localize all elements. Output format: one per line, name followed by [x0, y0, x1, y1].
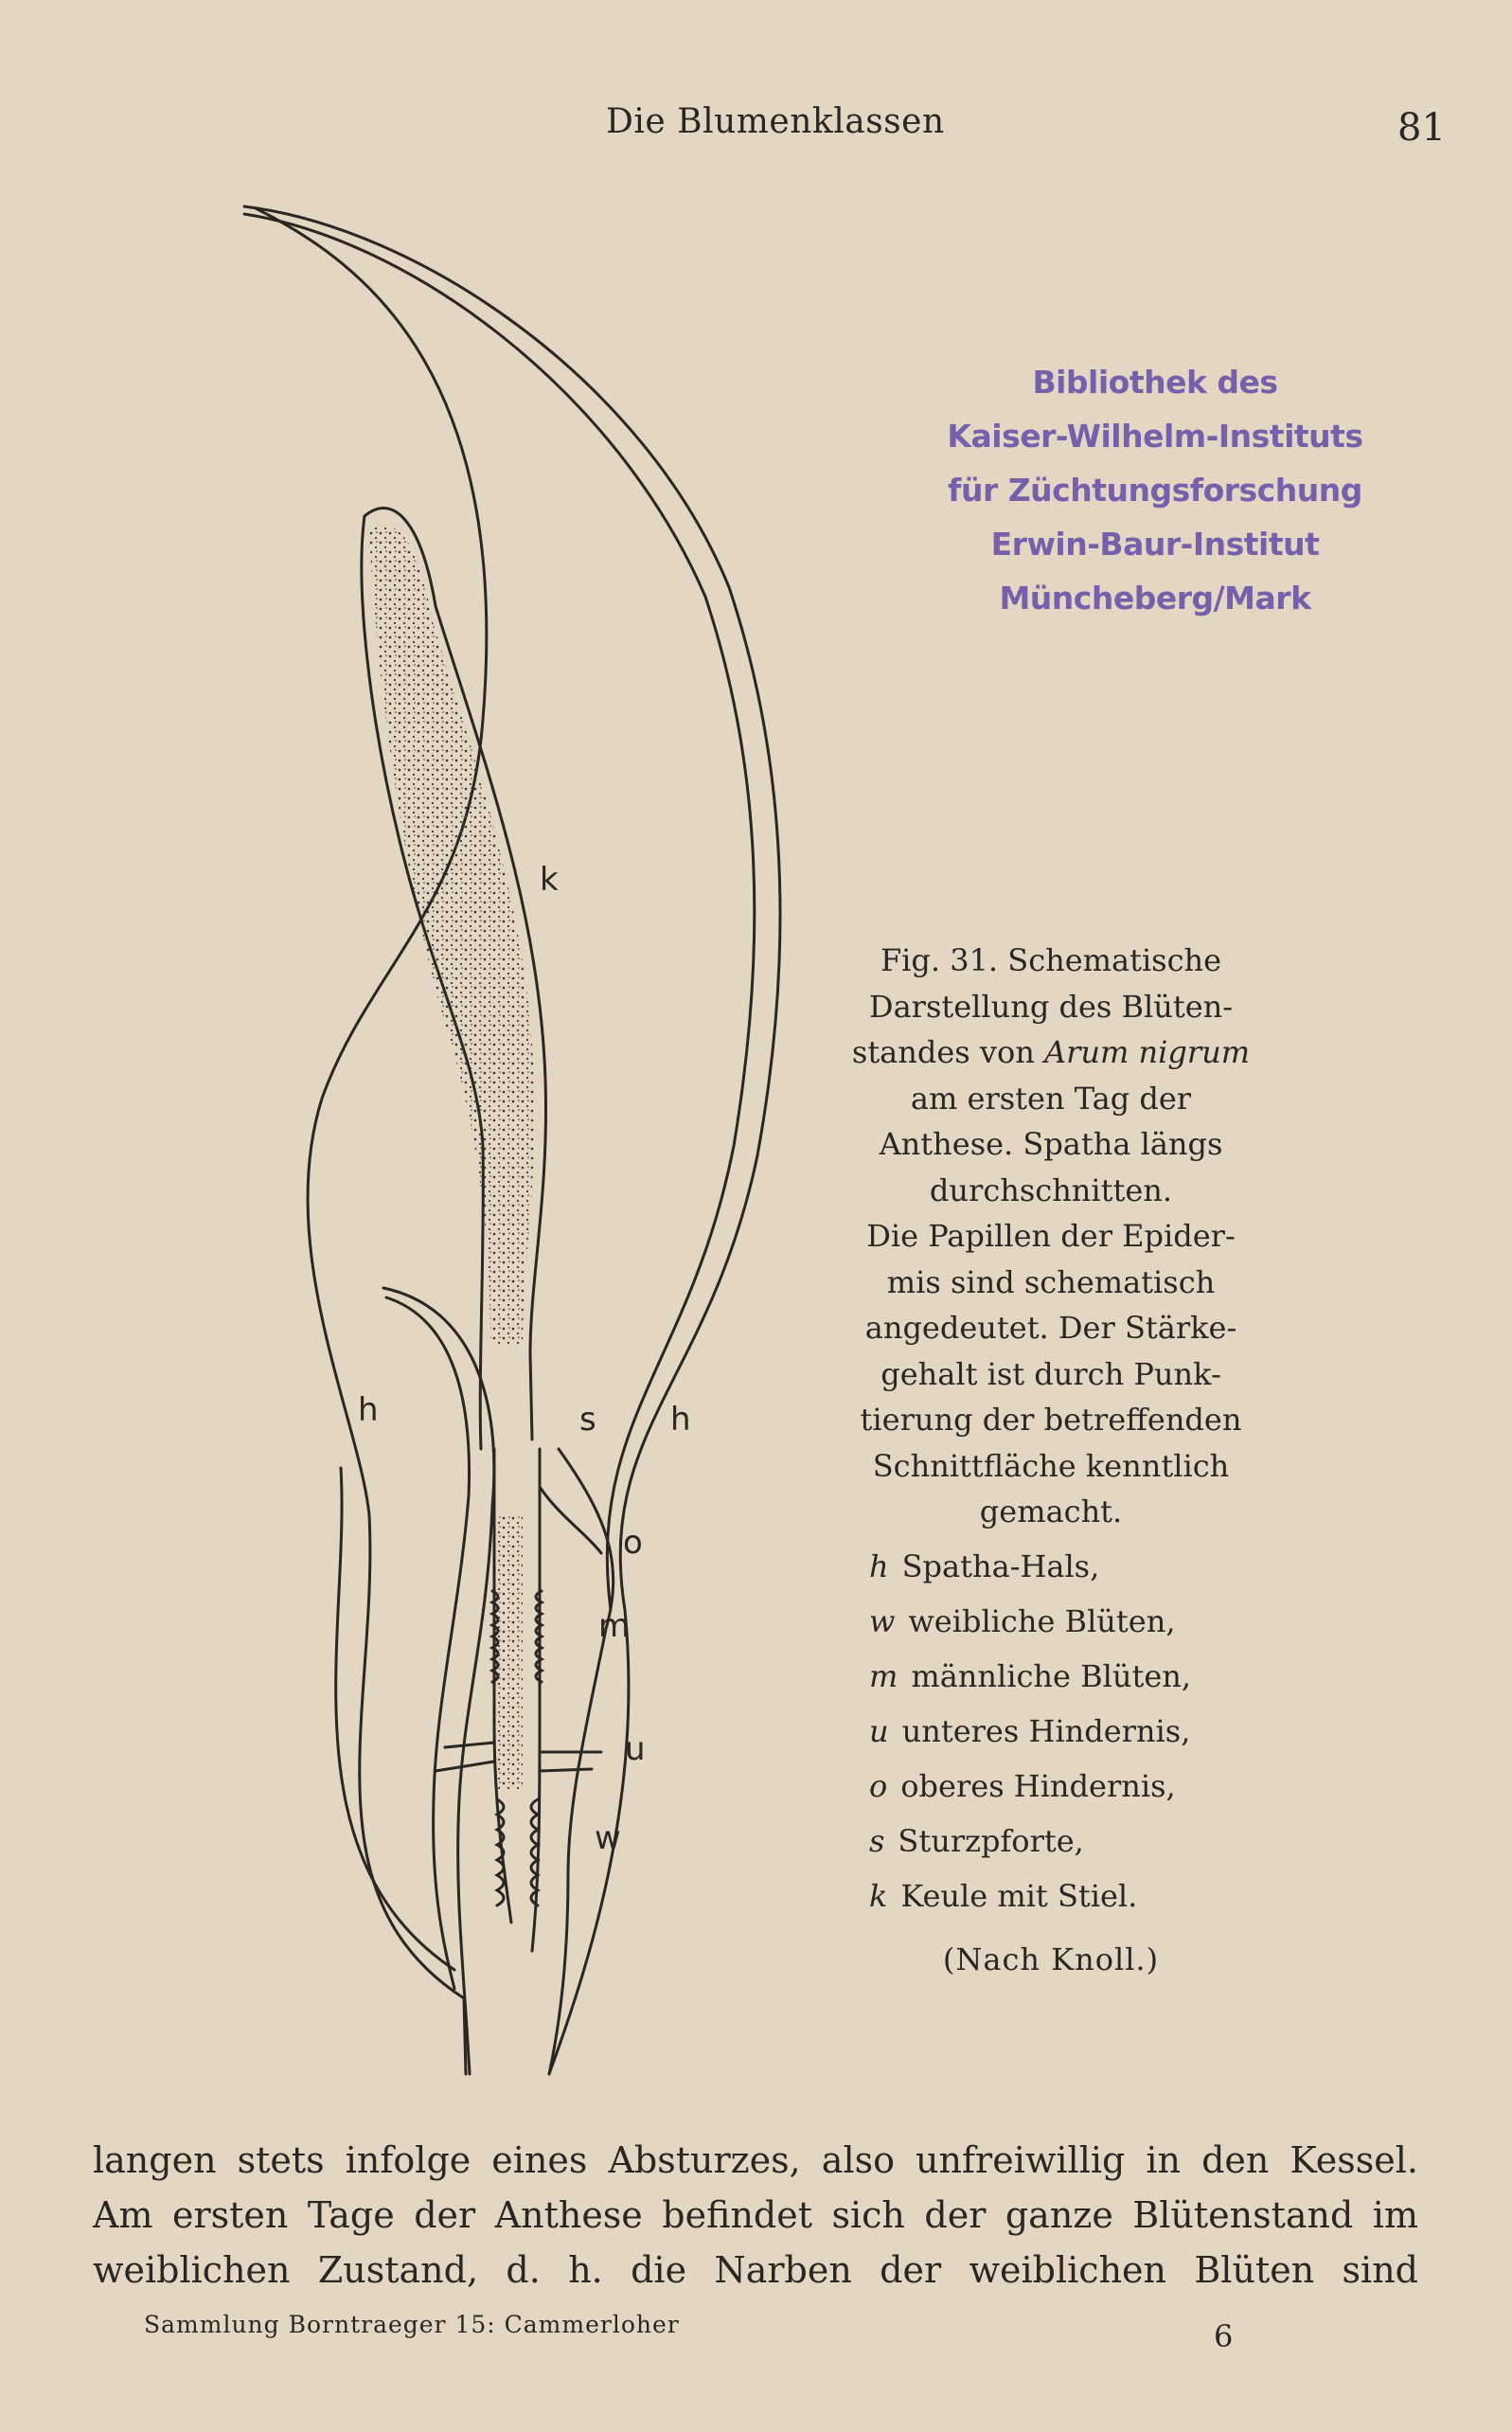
caption-line: Fig. 31. Schematische	[880, 942, 1222, 978]
label-u: u	[625, 1730, 646, 1768]
legend-item: u unteres Hindernis,	[869, 1712, 1191, 1749]
running-title: Die Blumenklassen	[606, 102, 945, 141]
stamp-line: Kaiser-Wilhelm-Instituts	[947, 418, 1363, 455]
body-line: langen stets infolge eines Absturzes, also unfreiwillig in den Kessel.	[93, 2139, 1418, 2181]
caption-text	[824, 938, 1278, 1535]
caption-line: angedeutet. Der Stärke-	[864, 1310, 1237, 1346]
female-flowers	[497, 1799, 504, 1905]
legend-item: k Keule mit Stiel.	[869, 1877, 1138, 1914]
label-h-left: h	[358, 1391, 379, 1429]
caption-line: Anthese. Spatha längs	[879, 1126, 1223, 1162]
caption-line: Darstellung des Blüten-	[868, 988, 1234, 1025]
stamp-line: für Züchtungsforschung	[948, 472, 1362, 509]
label-m: m	[598, 1607, 631, 1645]
legend-item: o oberes Hindernis,	[869, 1767, 1176, 1804]
figure-source: (Nach Knoll.)	[942, 1940, 1160, 1977]
legend-item: w weibliche Blüten,	[869, 1602, 1176, 1639]
page-number: 81	[1397, 106, 1446, 150]
stamp-line: Bibliothek des	[1032, 364, 1278, 401]
footer-series: Sammlung Borntraeger 15: Cammerloher	[144, 2311, 680, 2338]
arum-inflorescence-figure	[227, 189, 833, 2083]
caption-line: tierung der betreffenden	[860, 1402, 1242, 1438]
club-starch-stipple	[369, 526, 535, 1345]
spadix-starch-stipple	[497, 1515, 523, 1790]
label-k: k	[540, 861, 559, 899]
upper-barrier	[540, 1487, 601, 1553]
caption-line: Die Papillen der Epider-	[866, 1218, 1236, 1254]
stamp-line: Erwin-Baur-Institut	[990, 526, 1320, 563]
figure-legend	[869, 1539, 1278, 1923]
signature-mark: 6	[1214, 2318, 1234, 2354]
stamp-line: Müncheberg/Mark	[999, 580, 1311, 617]
caption-line: am ersten Tag der	[910, 1080, 1192, 1117]
body-text	[93, 2133, 1418, 2298]
figure-caption	[824, 938, 1278, 1982]
caption-line: gehalt ist durch Punk-	[881, 1355, 1221, 1392]
body-line: weiblichen Zustand, d. h. die Narben der weiblichen Blüten sind	[93, 2249, 1418, 2291]
caption-line: mis sind schematisch	[886, 1263, 1216, 1300]
library-stamp	[947, 355, 1363, 625]
label-h-right: h	[670, 1401, 691, 1439]
legend-item: s Sturzpforte,	[869, 1822, 1084, 1859]
label-w: w	[595, 1819, 621, 1857]
label-s: s	[579, 1401, 596, 1439]
caption-line: gemacht.	[979, 1493, 1123, 1529]
legend-item: h Spatha-Hals,	[869, 1547, 1100, 1584]
caption-line: durchschnitten.	[929, 1171, 1173, 1208]
caption-line: standes von Arum nigrum	[851, 1034, 1251, 1070]
spatha-left-lamina	[256, 208, 487, 2074]
female-flowers-right	[531, 1799, 538, 1905]
label-o: o	[623, 1524, 643, 1562]
body-line: Am ersten Tage der Anthese befindet sich der ganze Blütenstand im	[93, 2194, 1418, 2236]
kettle-left	[383, 1288, 494, 2074]
legend-item: m männliche Blüten,	[869, 1657, 1192, 1694]
kettle-left-inner	[386, 1297, 470, 1989]
caption-line: Schnittfläche kenntlich	[872, 1447, 1230, 1484]
